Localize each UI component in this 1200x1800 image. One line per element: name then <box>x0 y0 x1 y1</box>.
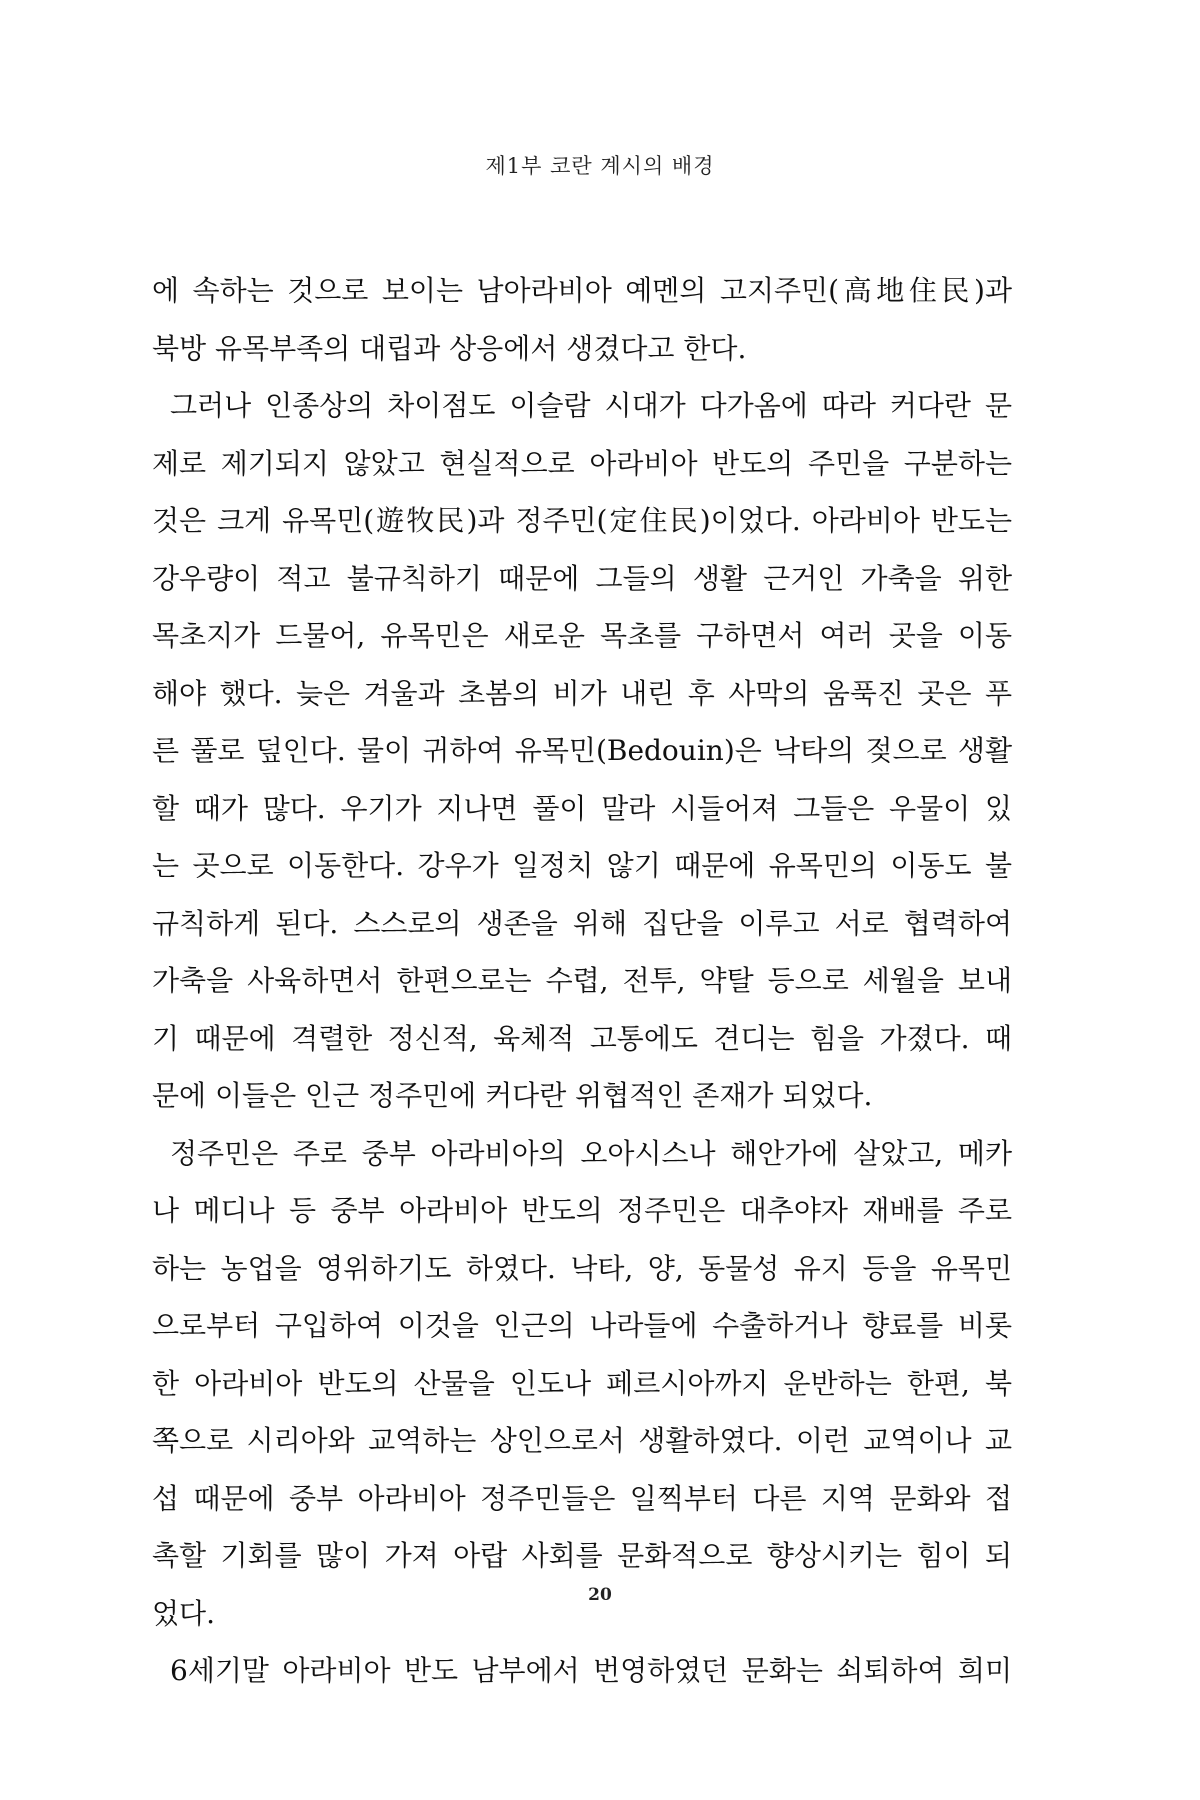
text-line: 으로부터 구입하여 이것을 인근의 나라들에 수출하거나 향료를 비롯 <box>152 1309 1012 1342</box>
text-line: 섭 때문에 중부 아라비아 정주민들은 일찍부터 다른 지역 문화와 접 <box>152 1481 1012 1515</box>
text-line: 목초지가 드물어, 유목민은 새로운 목초를 구하면서 여러 곳을 이동 <box>152 619 1012 652</box>
text-line: 강우량이 적고 불규칙하기 때문에 그들의 생활 근거인 가축을 위한 <box>152 561 1012 595</box>
text-line: 제로 제기되지 않았고 현실적으로 아라비아 반도의 주민을 구분하는 <box>152 446 1012 480</box>
text-line: 는 곳으로 이동한다. 강우가 일정치 않기 때문에 유목민의 이동도 불 <box>152 849 1012 882</box>
text-line: 촉할 기회를 많이 가져 아랍 사회를 문화적으로 향상시키는 힘이 되 <box>152 1539 1012 1572</box>
text-line: 쪽으로 시리아와 교역하는 상인으로서 생활하였다. 이런 교역이나 교 <box>152 1424 1012 1457</box>
text-line: 었다. <box>152 1596 215 1630</box>
text-line: 규칙하게 된다. 스스로의 생존을 위해 집단을 이루고 서로 협력하여 <box>152 906 1012 940</box>
text-line: 가축을 사육하면서 한편으로는 수렵, 전투, 약탈 등으로 세월을 보내 <box>152 964 1012 997</box>
text-line: 나 메디나 등 중부 아라비아 반도의 정주민은 대추야자 재배를 주로 <box>152 1194 1012 1227</box>
text-line: 해야 했다. 늦은 겨울과 초봄의 비가 내린 후 사막의 움푹진 곳은 푸 <box>152 676 1012 710</box>
text-line: 6세기말 아라비아 반도 남부에서 번영하였던 문화는 쇠퇴하여 희미 <box>170 1654 1012 1687</box>
text-line: 른 풀로 덮인다. 물이 귀하여 유목민(Bedouin)은 낙타의 젖으로 생활 <box>152 734 1012 767</box>
text-line: 정주민은 주로 중부 아라비아의 오아시스나 해안가에 살았고, 메카 <box>170 1136 1012 1170</box>
running-head: 제1부 코란 계시의 배경 <box>485 154 715 178</box>
text-line: 하는 농업을 영위하기도 하였다. 낙타, 양, 동물성 유지 등을 유목민 <box>152 1251 1012 1285</box>
text-line: 것은 크게 유목민(遊牧民)과 정주민(定住民)이었다. 아라비아 반도는 <box>152 504 1012 537</box>
body-text <box>152 262 1012 1700</box>
text-line: 할 때가 많다. 우기가 지나면 풀이 말라 시들어져 그들은 우물이 있 <box>152 791 1012 825</box>
text-line: 북방 유목부족의 대립과 상응에서 생겼다고 한다. <box>152 331 747 365</box>
page-number: 20 <box>588 1585 612 1605</box>
text-line: 그러나 인종상의 차이점도 이슬람 시대가 다가옴에 따라 커다란 문 <box>170 389 1012 422</box>
text-line: 에 속하는 것으로 보이는 남아라비아 예멘의 고지주민(高地住民)과 <box>152 274 1012 307</box>
text-line: 한 아라비아 반도의 산물을 인도나 페르시아까지 운반하는 한편, 북 <box>152 1366 1012 1400</box>
text-line: 기 때문에 격렬한 정신적, 육체적 고통에도 견디는 힘을 가졌다. 때 <box>152 1021 1012 1055</box>
text-line: 문에 이들은 인근 정주민에 커다란 위협적인 존재가 되었다. <box>152 1079 873 1112</box>
